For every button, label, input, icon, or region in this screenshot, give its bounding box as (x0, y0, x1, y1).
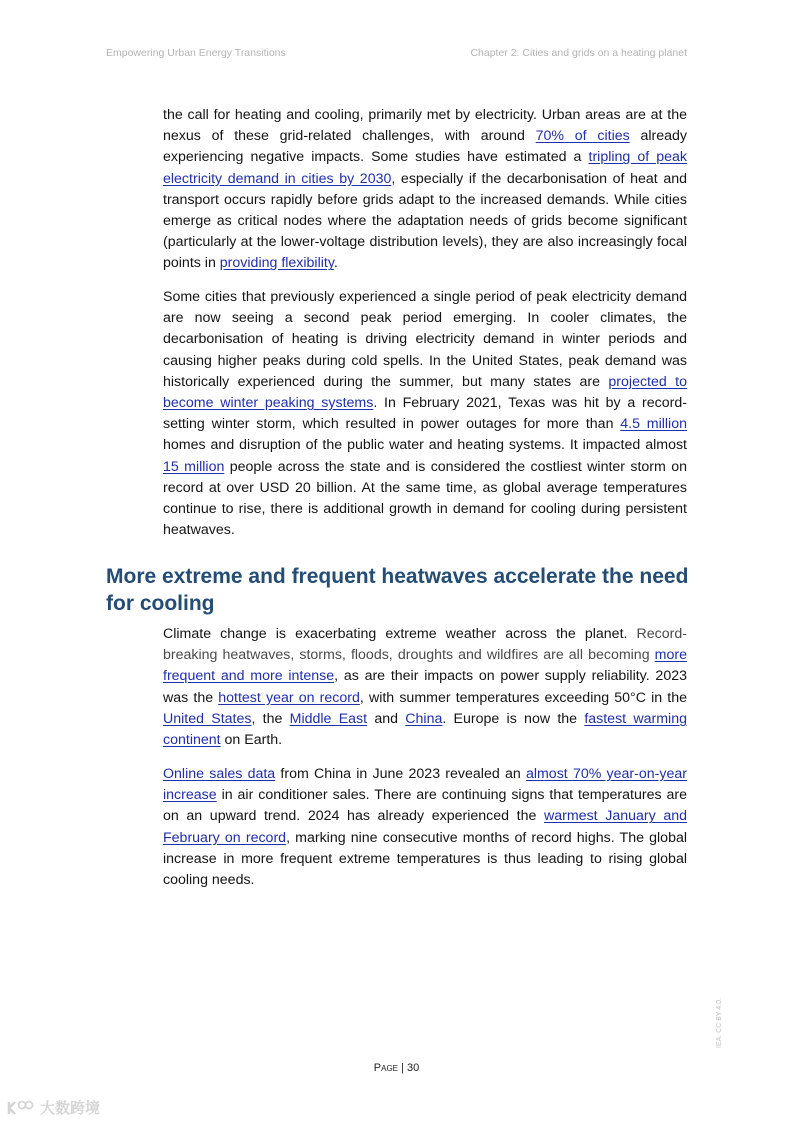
page-separator: | (398, 1062, 407, 1074)
link-hottest-year[interactable]: hottest year on record (218, 689, 360, 706)
link-online-sales-data[interactable]: Online sales data (163, 766, 276, 782)
paragraph-climate-change (163, 624, 687, 751)
text: , the (251, 710, 290, 727)
link-providing-flexibility[interactable]: providing flexibility (219, 255, 334, 272)
text: on Earth. (220, 732, 283, 749)
paragraph-grid-challenges (163, 105, 687, 275)
link-warmest-january-february[interactable]: warmest January and February on record (163, 808, 687, 846)
text: the call for heating and cooling, primarily met by electricity. Urban areas are at the nexus of these grid-related challenges, with around (163, 107, 687, 145)
link-more-frequent-intense[interactable]: more frequent and more intense (163, 647, 687, 685)
link-united-states[interactable]: United States (163, 710, 252, 727)
link-15-million[interactable]: 15 million (163, 458, 225, 475)
running-header-title: Empowering Urban Energy Transitions (106, 47, 286, 59)
text: and (367, 710, 406, 727)
text: in air conditioner sales. There are continuing signs that temperatures are on an upward trend. 2024 has already experienced the (163, 787, 687, 825)
text: , especially if the decarbonisation of heat and transport occurs rapidly before grids adapt to the increased demands. While cities emerge as critical nodes where the adaptation needs of grids become significant (particularly at the lower-voltage distribution levels), they are also increasingly focal points in (163, 170, 687, 272)
watermark-logo-icon (6, 1099, 34, 1117)
license-note: IEA. CC BY 4.0. (716, 997, 723, 1048)
text: , as are their impacts on power supply reliability. 2023 was the (163, 668, 687, 706)
section-heading: More extreme and frequent heatwaves accelerate the need for cooling (106, 565, 689, 615)
paragraph-second-peak (163, 287, 687, 541)
link-tripling-of-peak-demand[interactable]: tripling of peak electricity demand in cities by 2030 (163, 149, 687, 187)
paragraph-cooling-demand (163, 764, 687, 891)
link-middle-east[interactable]: Middle East (289, 710, 368, 727)
page-label: Page (373, 1062, 398, 1074)
link-70-percent-of-cities[interactable]: 70% of cities (535, 128, 630, 145)
text: Some cities that previously experienced a single period of peak electricity demand are now seeing a second peak period emerging. In cooler climates, the decarbonisation of heating is driving electricity demand in winter periods and causing higher peaks during cold spells. In the United States, peak demand was historically experienced during the summer, but many states are (163, 289, 687, 390)
text: , with summer temperatures exceeding 50°C in the (359, 689, 688, 706)
text: . In February 2021, Texas was hit by a record-setting winter storm, which resulted in power outages for more than (163, 395, 687, 433)
watermark (6, 1097, 100, 1118)
link-china[interactable]: China (405, 710, 443, 727)
text: Climate change is exacerbating extreme weather across the planet. (163, 626, 637, 642)
text: Record-breaking heatwaves, storms, floods, droughts and wildfires are all becoming (163, 626, 687, 664)
link-4-5-million[interactable]: 4.5 million (620, 416, 687, 433)
page-number-value: 30 (406, 1062, 420, 1074)
text: from China in June 2023 revealed an (275, 766, 526, 782)
link-70-percent-increase[interactable]: almost 70% year-on-year increase (163, 766, 687, 804)
text: . (333, 255, 338, 272)
link-fastest-warming-continent[interactable]: fastest warming continent (163, 710, 687, 749)
link-winter-peaking-systems[interactable]: projected to become winter peaking systems (163, 373, 687, 412)
text: homes and disruption of the public water and heating systems. It impacted almost (163, 437, 687, 454)
text: , marking nine consecutive months of record highs. The global increase in more frequent extreme temperatures is thus leading to rising global cooling needs. (163, 829, 687, 889)
watermark-text: 大数跨境 (40, 1100, 101, 1117)
running-header-chapter: Chapter 2: Cities and grids on a heating planet (470, 47, 687, 59)
text: people across the state and is considered the costliest winter storm on record at over USD 20 billion. At the same time, as global average temperatures continue to rise, there is additional growth in demand for cooling during persistent heatwaves. (163, 458, 687, 539)
text: already experiencing negative impacts. Some studies have estimated a (163, 128, 688, 166)
text: . Europe is now the (442, 710, 585, 727)
page-number (0, 1062, 793, 1074)
